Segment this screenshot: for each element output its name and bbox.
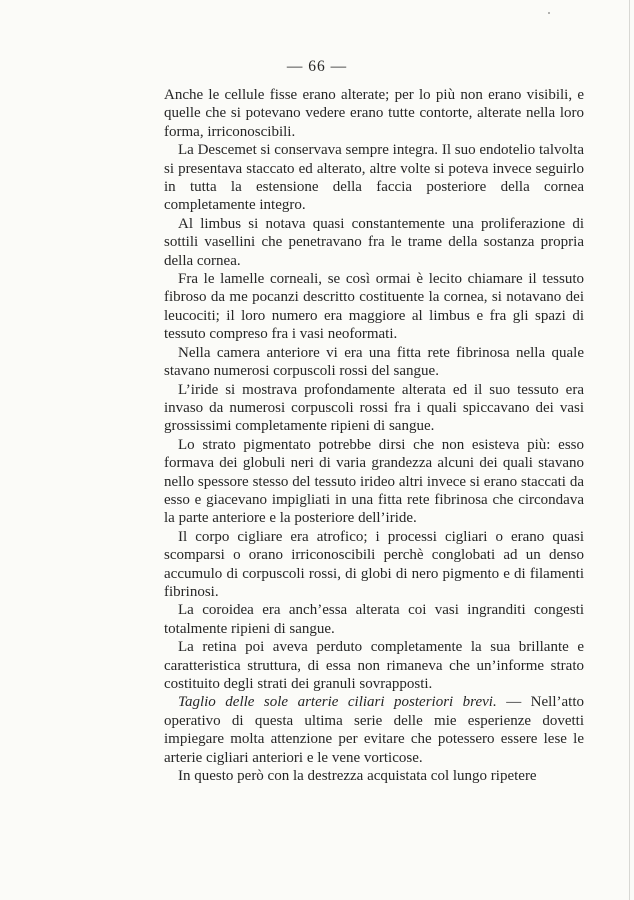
paragraph-in-questo: In questo però con la destrezza acquistata col lungo ripetere <box>178 768 537 785</box>
paragraph-camera-anteriore: Nella camera anteriore vi era una fitta rete fibrinosa nella quale stavano numerosi corpuscoli rossi del sangue. <box>164 344 584 380</box>
paragraph-cellule: Anche le cellule fisse erano alterate; per lo più non erano visibili, e quelle che si potevano vedere erano tutte contorte, alterate nella loro forma, irriconoscibili. <box>164 87 584 140</box>
paragraph-limbus: Al limbus si notava quasi constantemente una proliferazione di sottili vasellini che penetravano fra le trame della sostanza propria della cornea. <box>164 215 584 269</box>
paragraph-coroidea: La coroidea era anch’essa alterata coi vasi ingranditi congesti totalmente ripieni di sangue. <box>164 602 584 637</box>
paragraph-taglio <box>164 693 584 767</box>
page-number: — 66 — <box>286 58 348 75</box>
paragraph-strato-pigmentato: Lo strato pigmentato potrebbe dirsi che non esisteva più: esso formava dei globuli neri di varia grandezza alcuni dei quali stavano nello spessore stesso del tessuto irideo altri invece si erano staccati da esso e giacevano impigliati in una fitta rete fibrinosa che circondava la parte anteriore e la posteriore dell’iride. <box>164 436 584 527</box>
paragraph-retina: La retina poi aveva perduto completamente la sua brillante e caratteristica struttura, di essa non rimaneva che un’informe strato costituito degli strati dei granuli sovrapposti. <box>164 639 584 692</box>
paragraph-taglio-text: — Nell’atto operativo di questa ultima serie delle mie esperienze dovetti impiegare molta attenzione per evitare che potessero essere lese le arterie cigliari anteriori e le vene vorticose. <box>164 694 584 766</box>
paragraph-descemet: La Descemet si conservava sempre integra. Il suo endotelio talvolta si presentava staccato ed alterato, altre volte si poteva invece seguirlo in tutta la estensione della faccia posteriore della cornea completamente integro. <box>164 142 584 214</box>
body-text <box>164 86 584 785</box>
section-lead-italic: Taglio delle sole arterie ciliari posteriori brevi. <box>178 694 497 711</box>
scan-speck <box>548 12 550 14</box>
paragraph-lamelle: Fra le lamelle corneali, se così ormai è lecito chiamare il tessuto fibroso da me pocanzi descritto costituente la cornea, si notavano dei leucociti; il loro numero era maggiore al limbus e fra gli spazi di tessuto compreso fra i vasi neoformati. <box>164 271 584 343</box>
page-edge-line <box>629 0 630 900</box>
paragraph-corpo-cigliare: Il corpo cigliare era atrofico; i processi cigliari o erano quasi scomparsi o orano irriconoscibili perchè conglobati ad un denso accumulo di corpuscoli rossi, di globi di nero pigmento e di filamenti fibrinosi. <box>164 528 584 600</box>
paragraph-iride: L’iride si mostrava profondamente alterata ed il suo tessuto era invaso da numerosi corpuscoli rossi fra i quali spiccavano dei vasi grossissimi completamente ripieni di sangue. <box>164 381 584 435</box>
